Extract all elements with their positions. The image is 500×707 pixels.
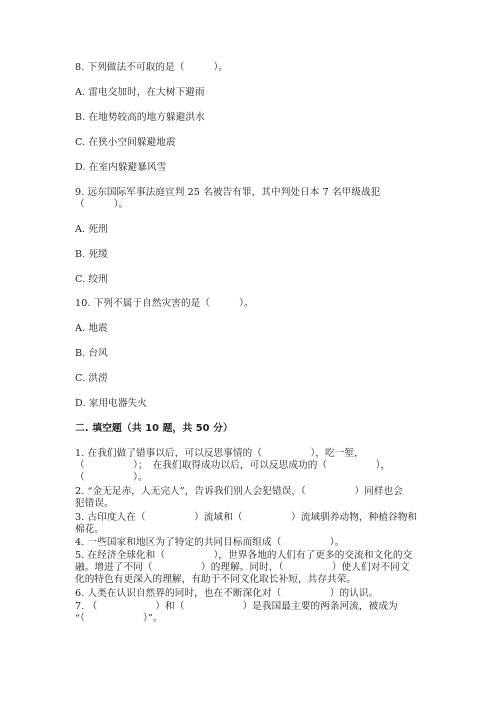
fill-q7-line2: “（ ）”。 <box>75 613 163 624</box>
q8-option-b: B. 在地势较高的地方躲避洪水 <box>75 112 205 123</box>
q10-option-d: D. 家用电器失火 <box>75 398 147 409</box>
q8-option-a: A. 雷电交加时，在大树下避雨 <box>75 87 205 98</box>
fill-q5-line1: 5. 在经济全球化和（ ），世界各地的人们有了更多的交流和文化的交 <box>75 550 413 561</box>
q9-option-b: B. 死缓 <box>75 249 108 260</box>
q9-option-a: A. 死刑 <box>75 224 108 235</box>
q10-stem: 10. 下列不属于自然灾害的是（ ）。 <box>75 298 254 309</box>
q8-option-d: D. 在室内躲避暴风雪 <box>75 162 167 173</box>
fill-q3-line1: 3. 古印度人在（ ）流域和（ ）流域驯养动物，种植谷物和 <box>75 512 418 523</box>
fill-q5-line2: 融。增进了不同（ ）的理解。同时，（ ）使人们对不同文 <box>75 562 410 573</box>
fill-q5-line3: 化的特色有更深入的理解，有助于不同文化取长补短，共存共荣。 <box>75 574 357 585</box>
fill-q1-line2: （ ）； 在我们取得成功以后，可以反思成功的（ ）， <box>75 460 391 471</box>
fill-q7-line1: 7. （ ）和（ ）是我国最主要的两条河流，被成为 <box>75 601 398 612</box>
q10-option-c: C. 洪涝 <box>75 373 108 384</box>
q9-stem-line2: （ ）。 <box>75 199 129 210</box>
fill-q1-line1: 1. 在我们做了错事以后，可以反思事情的（ ），吃一堑， <box>75 448 364 459</box>
fill-q3-line2: 棉花。 <box>75 524 105 535</box>
q9-option-c: C. 绞刑 <box>75 274 108 285</box>
fill-q6: 6. 人类在认识自然界的同时，也在不断深化对（ ）的认识。 <box>75 588 379 599</box>
fill-q2-line2: 犯错误。 <box>75 498 114 509</box>
q8-stem: 8. 下列做法不可取的是（ ）。 <box>75 62 229 73</box>
section-heading: 二. 填空题（共 10 题，共 50 分） <box>75 423 233 434</box>
fill-q4: 4. 一些国家和地区为了特定的共同目标而组成（ ）。 <box>75 537 345 548</box>
q8-option-c: C. 在狭小空间躲避地震 <box>75 137 176 148</box>
fill-q1-line3: （ ）。 <box>75 472 148 483</box>
q10-option-a: A. 地震 <box>75 323 108 334</box>
q9-stem-line1: 9. 远东国际军事法庭宣判 25 名被告有罪，其中判处日本 7 名甲级战犯 <box>75 187 381 198</box>
fill-q2-line1: 2. “金无足赤，人无完人”，告诉我们别人会犯错误，（ ）同样也会 <box>75 486 403 497</box>
q10-option-b: B. 台风 <box>75 348 108 359</box>
